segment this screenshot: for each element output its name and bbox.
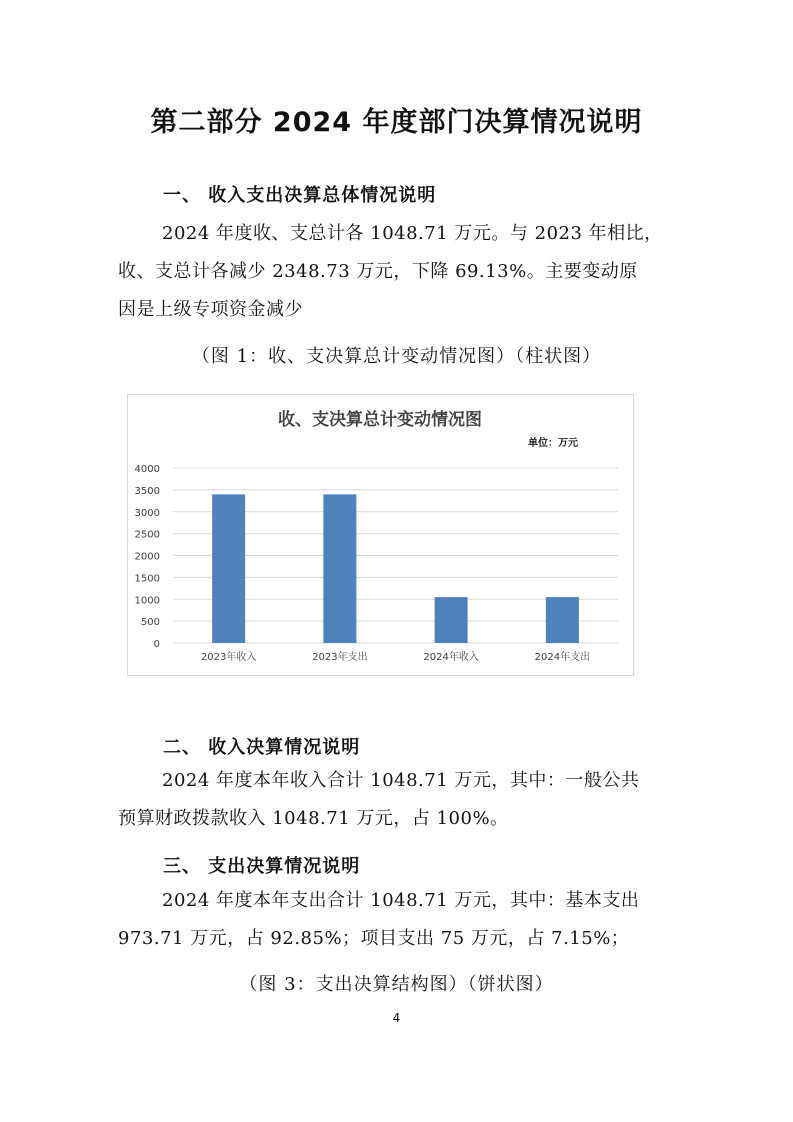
page-title: 第二部分 2024 年度部门决算情况说明 — [150, 107, 643, 138]
section-3-heading: 三、 支出决算情况说明 — [163, 856, 361, 877]
y-tick-label: 1500 — [134, 573, 160, 585]
chart-title: 收、支决算总计变动情况图 — [278, 410, 482, 430]
section-1-paragraph — [118, 215, 678, 329]
y-tick-label: 1000 — [134, 595, 160, 607]
page-number: 4 — [392, 1011, 401, 1025]
y-tick-label: 3500 — [134, 485, 160, 497]
paragraph-line: 因是上级专项资金减少 — [118, 299, 303, 320]
bar — [212, 494, 245, 643]
section-3-paragraph — [118, 882, 678, 958]
y-tick-label: 2000 — [134, 551, 160, 563]
x-tick-label: 2023年收入 — [200, 652, 257, 663]
x-tick-label: 2024年收入 — [423, 652, 479, 663]
bar-chart-svg — [128, 395, 633, 675]
paragraph-line: 2024 年度本年收入合计 1048.71 万元，其中：一般公共 — [162, 770, 640, 791]
bar — [435, 597, 468, 643]
bar-chart — [127, 394, 634, 676]
paragraph-line: 收、支总计各减少 2348.73 万元，下降 69.13%。主要变动原 — [118, 261, 638, 282]
y-tick-label: 4000 — [134, 464, 160, 475]
paragraph-line: 973.71 万元，占 92.85%；项目支出 75 万元，占 7.15%； — [118, 928, 630, 949]
chart-unit-label: 单位：万元 — [528, 438, 578, 449]
paragraph-line: 2024 年度本年支出合计 1048.71 万元，其中：基本支出 — [162, 890, 640, 911]
paragraph-line: 预算财政拨款收入 1048.71 万元，占 100%。 — [118, 808, 509, 829]
x-tick-label: 2024年支出 — [534, 652, 591, 663]
y-tick-label: 0 — [153, 639, 160, 650]
paragraph-line: 2024 年度收、支总计各 1048.71 万元。与 2023 年相比， — [162, 223, 663, 244]
section-2-paragraph — [118, 762, 678, 838]
x-tick-label: 2023年支出 — [312, 652, 368, 663]
y-tick-label: 500 — [140, 617, 160, 629]
bar — [323, 494, 356, 643]
bar — [546, 597, 579, 643]
section-2-heading: 二、 收入决算情况说明 — [163, 737, 361, 758]
figure-1-caption: （图 1：收、支决算总计变动情况图）（柱状图） — [191, 346, 602, 367]
y-tick-label: 2500 — [134, 529, 160, 541]
section-1-heading: 一、 收入支出决算总体情况说明 — [163, 185, 437, 206]
figure-3-caption: （图 3：支出决算结构图）（饼状图） — [239, 974, 554, 995]
y-tick-label: 3000 — [134, 507, 160, 519]
